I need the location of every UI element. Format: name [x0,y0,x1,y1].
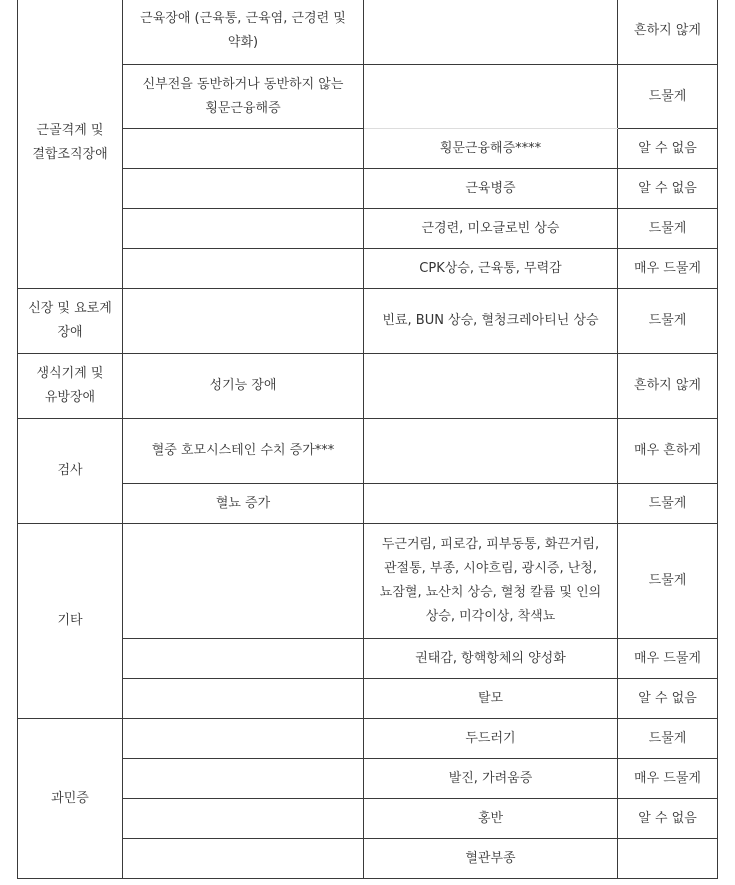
frequency-cell: 매우 흔하게 [618,419,718,484]
table-row [18,0,718,65]
reaction-detail-cell [364,484,618,524]
reaction-cell [123,209,364,249]
table-row [18,65,718,129]
frequency-cell: 드물게 [618,209,718,249]
reaction-detail-cell: CPK상승, 근육통, 무력감 [364,249,618,289]
reaction-detail-cell: 탈모 [364,679,618,719]
frequency-cell: 알 수 없음 [618,169,718,209]
reaction-detail-cell: 횡문근융해증**** [364,129,618,169]
reaction-detail-cell: 두드러기 [364,719,618,759]
table-row [18,169,718,209]
frequency-cell: 흔하지 않게 [618,0,718,65]
reaction-cell [123,169,364,209]
category-cell: 기타 [18,524,123,719]
reaction-detail-cell: 홍반 [364,799,618,839]
table-row [18,249,718,289]
frequency-cell: 드물게 [618,65,718,129]
category-cell: 검사 [18,419,123,524]
reaction-cell [123,289,364,354]
frequency-cell: 드물게 [618,289,718,354]
frequency-cell: 매우 드물게 [618,249,718,289]
table-row [18,524,718,639]
reaction-cell [123,639,364,679]
category-cell: 근골격계 및 결합조직장애 [18,0,123,289]
frequency-cell: 드물게 [618,719,718,759]
reaction-cell [123,524,364,639]
table-row [18,354,718,419]
table-row [18,289,718,354]
reaction-detail-cell: 빈료, BUN 상승, 혈청크레아티닌 상승 [364,289,618,354]
frequency-cell: 알 수 없음 [618,129,718,169]
frequency-cell: 드물게 [618,524,718,639]
reaction-detail-cell [364,419,618,484]
category-cell: 신장 및 요로계 장애 [18,289,123,354]
reaction-detail-cell [364,0,618,65]
reaction-detail-cell [364,65,618,129]
reaction-cell [123,719,364,759]
reaction-cell [123,799,364,839]
category-cell: 과민증 [18,719,123,879]
table-row [18,679,718,719]
reaction-cell: 성기능 장애 [123,354,364,419]
table-row [18,484,718,524]
reaction-detail-cell: 근육병증 [364,169,618,209]
reaction-cell [123,679,364,719]
reaction-cell [123,759,364,799]
reaction-cell: 신부전을 동반하거나 동반하지 않는 횡문근융해증 [123,65,364,129]
table-row [18,419,718,484]
reaction-detail-cell: 혈관부종 [364,839,618,879]
frequency-cell: 흔하지 않게 [618,354,718,419]
adverse-reaction-table [17,0,718,879]
category-cell: 생식기계 및 유방장애 [18,354,123,419]
frequency-cell: 드물게 [618,484,718,524]
reaction-cell: 혈뇨 증가 [123,484,364,524]
reaction-detail-cell: 권태감, 항핵항체의 양성화 [364,639,618,679]
frequency-cell: 매우 드물게 [618,639,718,679]
table-row [18,639,718,679]
reaction-cell: 혈중 호모시스테인 수치 증가*** [123,419,364,484]
table-row [18,799,718,839]
table-row [18,209,718,249]
frequency-cell: 알 수 없음 [618,679,718,719]
frequency-cell: 알 수 없음 [618,799,718,839]
table-row [18,759,718,799]
frequency-cell [618,839,718,879]
reaction-cell: 근육장애 (근육통, 근육염, 근경련 및 약화) [123,0,364,65]
reaction-cell [123,249,364,289]
reaction-cell [123,129,364,169]
table-row [18,719,718,759]
reaction-detail-cell [364,354,618,419]
table-row [18,129,718,169]
reaction-cell [123,839,364,879]
frequency-cell: 매우 드물게 [618,759,718,799]
table-row [18,839,718,879]
reaction-detail-cell: 발진, 가려움증 [364,759,618,799]
reaction-detail-cell: 두근거림, 피로감, 피부동통, 화끈거림, 관절통, 부종, 시야흐림, 광시증, 난청, 뇨잠혈, 뇨산치 상승, 혈청 칼륨 및 인의 상승, 미각이상, 착색뇨 [364,524,618,639]
reaction-detail-cell: 근경련, 미오글로빈 상승 [364,209,618,249]
